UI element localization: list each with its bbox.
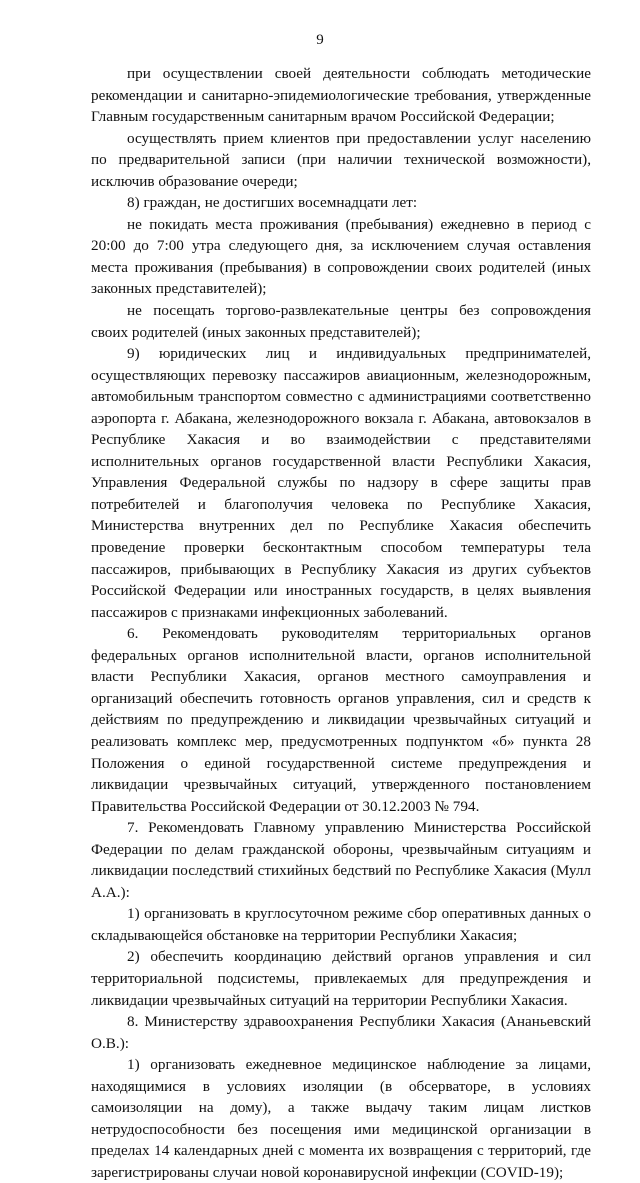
paragraph-10: 2) обеспечить координацию действий органов управления и сил территориальной подсистемы, привлекаемых для предупреждения и ликвидации чрезвычайных ситуаций на территории Республики Хакасия. (91, 948, 591, 1009)
paragraph-9: 1) организовать в круглосуточном режиме сбор оперативных данных о складывающейся обстановке на территории Республики Хакасия; (91, 905, 591, 944)
paragraph-3: 8) граждан, не достигших восемнадцати лет: (127, 194, 418, 212)
page-number: 9 (316, 32, 324, 48)
paragraph-4: не покидать места проживания (пребывания) ежедневно в период с 20:00 до 7:00 утра следующего дня, за исключением случая оставления места проживания (пребывания) в сопровождении своих родителей (иных законных представителей); (91, 215, 591, 298)
paragraph-1: при осуществлении своей деятельности соблюдать методические рекомендации и санитарно-эпидемиологические требования, утвержденные Главным государственным санитарным врачом Российской Федерации; (91, 65, 591, 126)
paragraph-6: 9) юридических лиц и индивидуальных предпринимателей, осуществляющих перевозку пассажиров авиационным, железнодорожным, автомобильным транспортом совместно с администрациями соответственно аэропорта г. Абакана, железнодорожного вокзала г. Абакана, автовокзалов в Республике Хакасия и во взаимодействии с представителями исполнительных органов государственной власти Республики Хакасия, Управления Федеральной службы по надзору в сфере защиты прав потребителей и благополучия человека по Республике Хакасия, Министерства внутренних дел по Республике Хакасия обеспечить проведение проверки бесконтактным способом температуры тела пассажиров, прибывающих в Республику Хакасия из других субъектов Российской Федерации или иностранных государств, в целях выявления пассажиров с признаками инфекционных заболеваний. (91, 345, 591, 621)
paragraph-11: 8. Министерству здравоохранения Республики Хакасия (Ананьевский О.В.): (91, 1013, 591, 1052)
paragraph-2: осуществлять прием клиентов при предоставлении услуг населению по предварительной записи (при наличии технической возможности), исключив образование очереди; (91, 129, 591, 190)
paragraph-8: 7. Рекомендовать Главному управлению Министерства Российской Федерации по делам гражданской обороны, чрезвычайным ситуациям и ликвидации последствий стихийных бедствий по Республике Хакасия (Мулл А.А.): (91, 819, 591, 901)
paragraph-12: 1) организовать ежедневное медицинское наблюдение за лицами, находящимися в условиях изоляции (в обсерваторе, в условиях самоизоляции на дому), а также выдачу таким лицам листков нетрудоспособности без посещения ими медицинской организации в пределах 14 календарных дней с момента их возвращения с территорий, где зарегистрированы случаи новой коронавирусной инфекции (COVID-19); (91, 1056, 591, 1181)
paragraph-5: не посещать торгово-развлекательные центры без сопровождения своих родителей (иных законных представителей); (91, 302, 591, 341)
document-body (91, 63, 591, 1183)
paragraph-7: 6. Рекомендовать руководителям территориальных органов федеральных органов исполнительной власти, органов исполнительной власти Республики Хакасия, органов местного самоуправления и организаций обеспечить готовность органов управления, сил и средств к действиям по предупреждению и ликвидации чрезвычайных ситуаций и реализовать комплекс мер, предусмотренных подпунктом «б» пункта 28 Положения о единой государственной системе предупреждения и ликвидации чрезвычайных ситуаций, утвержденного постановлением Правительства Российской Федерации от 30.12.2003 № 794. (91, 625, 591, 815)
